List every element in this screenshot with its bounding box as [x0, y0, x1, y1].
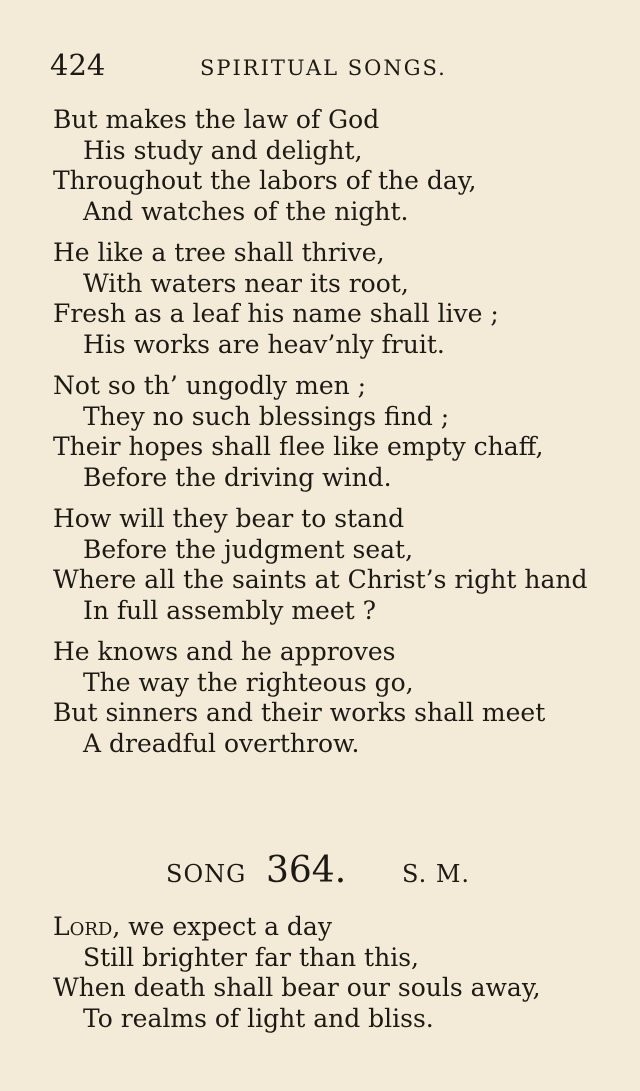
verse-line: His study and delight, [83, 135, 363, 165]
verse-line: He like a tree shall thrive, [53, 238, 385, 267]
verse-line: Still brighter far than this, [83, 942, 419, 972]
verse-line: Fresh as a leaf his name shall live ; [53, 299, 499, 328]
verse-line: Not so th’ ungodly men ; [53, 371, 367, 400]
stanza [53, 637, 613, 759]
verse-line: Before the judgment seat, [83, 534, 414, 564]
verse-line: A dreadful overthrow. [83, 728, 360, 758]
verse-line: Before the driving wind. [83, 462, 392, 492]
verse-line: His works are heav’nly fruit. [83, 329, 445, 359]
song-number: 364. [266, 850, 347, 891]
verse-line: How will they bear to stand [53, 504, 405, 533]
verse-line: But sinners and their works shall meet [53, 698, 546, 727]
page-header [50, 48, 600, 88]
verse-line: To realms of light and bliss. [83, 1003, 434, 1033]
verse-line [53, 912, 613, 943]
verse-line: Where all the saints at Christ’s right hand [53, 565, 588, 594]
page-number: 424 [50, 48, 106, 82]
stanza [53, 504, 613, 626]
verse-line: With waters near its root, [83, 268, 409, 298]
verse-line: Their hopes shall flee like empty chaff, [53, 432, 544, 461]
stanza [53, 238, 613, 360]
song-heading [166, 850, 526, 898]
verse-line: They no such blessings find ; [83, 401, 450, 431]
stanza [53, 371, 613, 493]
verse-line: The way the righteous go, [83, 667, 414, 697]
song-364-stanza [53, 912, 613, 1034]
verse-line: But makes the law of God [53, 105, 380, 134]
running-title: SPIRITUAL SONGS. [200, 56, 447, 80]
first-line-rest: , we expect a day [112, 912, 332, 941]
hymn-continuation [53, 105, 613, 770]
verse-line: When death shall bear our souls away, [53, 973, 541, 1002]
song-label: SONG [166, 860, 247, 888]
stanza [53, 105, 613, 227]
first-word: Lord [53, 912, 113, 941]
verse-line: Throughout the labors of the day, [53, 166, 477, 195]
verse-line: He knows and he approves [53, 637, 396, 666]
verse-line: In full assembly meet ? [83, 595, 377, 625]
song-meter: S. M. [402, 860, 471, 888]
verse-line: And watches of the night. [83, 196, 409, 226]
